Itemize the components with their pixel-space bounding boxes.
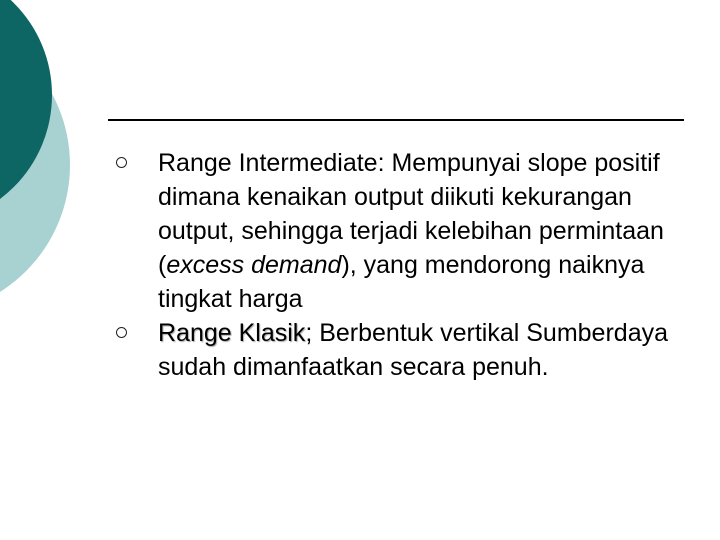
title-divider	[108, 119, 684, 121]
hollow-circle-bullet-icon	[116, 327, 127, 338]
range-klasik-term: Range Klasik	[158, 319, 306, 347]
hollow-circle-bullet-icon	[116, 157, 127, 168]
bullet-text: Range Klasik; Berbentuk vertikal Sumberdaya sudah dimanfaatkan secara penuh.	[158, 319, 668, 381]
bullet-item-range-klasik	[116, 316, 706, 384]
bullet-item-range-intermediate	[116, 146, 706, 316]
bullet-text: Range Intermediate: Mempunyai slope positif dimana kenaikan output diikuti kekurangan output, sehingga terjadi kelebihan permintaan (excess demand), yang mendorong naiknya tingkat harga	[158, 149, 664, 313]
bullet-list	[116, 146, 706, 384]
decorative-circles	[0, 0, 120, 300]
